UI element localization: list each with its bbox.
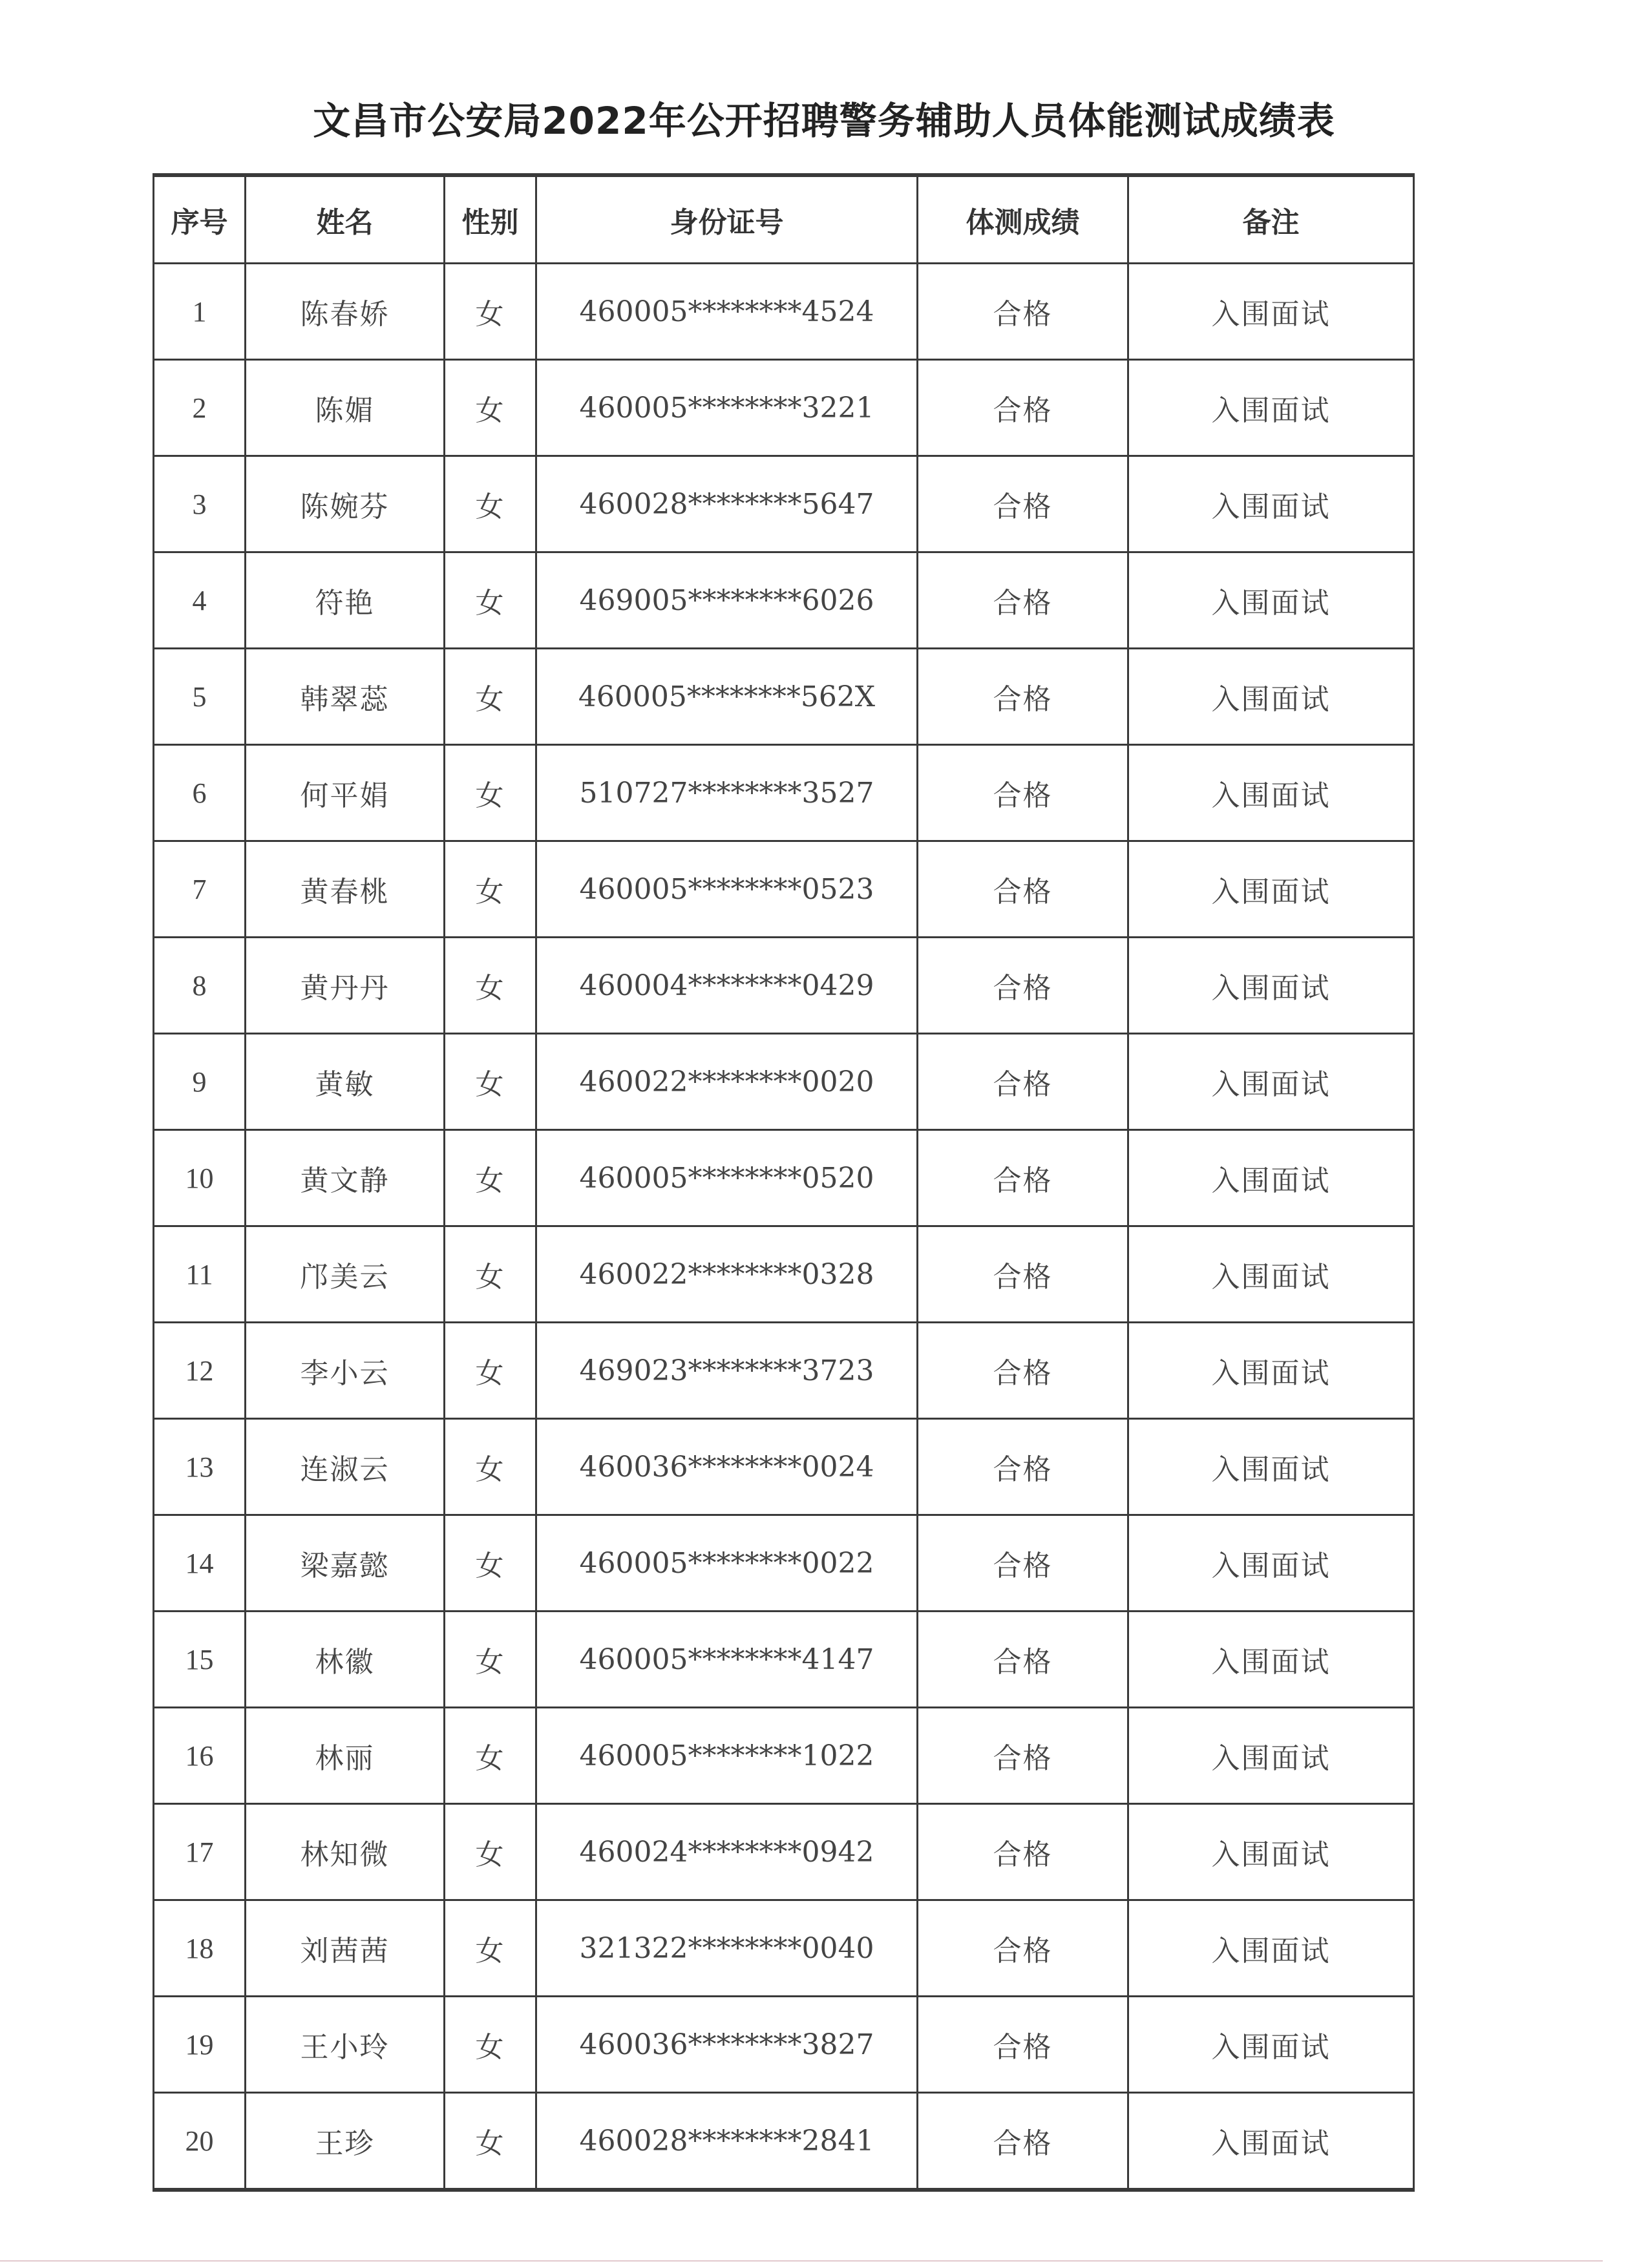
cell-remark: 入围面试 [1128,360,1414,456]
cell-id-number: 510727********3527 [536,745,918,841]
table-row [154,1515,1414,1612]
cell-gender: 女 [445,745,536,841]
cell-id-number: 321322********0040 [536,1900,918,1997]
table-row [154,456,1414,552]
cell-test-result: 合格 [918,841,1128,938]
cell-name: 林丽 [246,1708,445,1804]
cell-test-result: 合格 [918,1900,1128,1997]
cell-id-number: 460005********4524 [536,264,918,360]
cell-gender: 女 [445,841,536,938]
cell-gender: 女 [445,938,536,1034]
header-id-number: 身份证号 [536,175,918,264]
cell-name: 李小云 [246,1323,445,1419]
cell-name: 黄春桃 [246,841,445,938]
cell-test-result: 合格 [918,1323,1128,1419]
cell-name: 林徽 [246,1612,445,1708]
cell-seq: 10 [154,1130,246,1226]
cell-id-number: 460004********0429 [536,938,918,1034]
cell-gender: 女 [445,1323,536,1419]
cell-id-number: 460005********0022 [536,1515,918,1612]
cell-remark: 入围面试 [1128,552,1414,649]
cell-test-result: 合格 [918,938,1128,1034]
cell-test-result: 合格 [918,456,1128,552]
cell-seq: 20 [154,2093,246,2190]
cell-test-result: 合格 [918,360,1128,456]
cell-seq: 12 [154,1323,246,1419]
cell-name: 黄文静 [246,1130,445,1226]
cell-name: 连淑云 [246,1419,445,1515]
cell-gender: 女 [445,264,536,360]
cell-remark: 入围面试 [1128,1034,1414,1130]
cell-id-number: 460022********0328 [536,1226,918,1323]
table-row [154,1323,1414,1419]
table-row [154,1034,1414,1130]
table-row [154,745,1414,841]
cell-name: 韩翠蕊 [246,649,445,745]
cell-id-number: 460005********562X [536,649,918,745]
cell-id-number: 460005********3221 [536,360,918,456]
table-row [154,1804,1414,1900]
cell-seq: 6 [154,745,246,841]
cell-name: 何平娟 [246,745,445,841]
table-row [154,1226,1414,1323]
cell-test-result: 合格 [918,1419,1128,1515]
table-header-row [154,175,1414,264]
cell-gender: 女 [445,360,536,456]
cell-test-result: 合格 [918,264,1128,360]
cell-id-number: 460022********0020 [536,1034,918,1130]
cell-test-result: 合格 [918,1708,1128,1804]
cell-test-result: 合格 [918,1515,1128,1612]
table-row [154,264,1414,360]
cell-gender: 女 [445,1419,536,1515]
header-name: 姓名 [246,175,445,264]
table-row [154,1708,1414,1804]
cell-remark: 入围面试 [1128,1226,1414,1323]
cell-name: 黄敏 [246,1034,445,1130]
cell-remark: 入围面试 [1128,264,1414,360]
cell-id-number: 460036********3827 [536,1997,918,2093]
cell-name: 陈婉芬 [246,456,445,552]
cell-name: 陈春娇 [246,264,445,360]
header-gender: 性别 [445,175,536,264]
table-row [154,1419,1414,1515]
cell-name: 黄丹丹 [246,938,445,1034]
cell-seq: 9 [154,1034,246,1130]
cell-name: 刘茜茜 [246,1900,445,1997]
table-row [154,1900,1414,1997]
table-row [154,1130,1414,1226]
cell-remark: 入围面试 [1128,1323,1414,1419]
cell-id-number: 460005********1022 [536,1708,918,1804]
cell-test-result: 合格 [918,745,1128,841]
cell-remark: 入围面试 [1128,1804,1414,1900]
cell-gender: 女 [445,1708,536,1804]
table-row [154,649,1414,745]
cell-remark: 入围面试 [1128,1708,1414,1804]
cell-remark: 入围面试 [1128,1997,1414,2093]
cell-id-number: 460028********5647 [536,456,918,552]
cell-seq: 19 [154,1997,246,2093]
cell-gender: 女 [445,1226,536,1323]
cell-gender: 女 [445,1515,536,1612]
page-edge-line [0,2260,1603,2262]
cell-test-result: 合格 [918,552,1128,649]
cell-gender: 女 [445,1804,536,1900]
cell-seq: 14 [154,1515,246,1612]
cell-seq: 4 [154,552,246,649]
table-row [154,1997,1414,2093]
cell-seq: 16 [154,1708,246,1804]
table-row [154,841,1414,938]
cell-remark: 入围面试 [1128,1130,1414,1226]
cell-id-number: 469005********6026 [536,552,918,649]
cell-name: 王珍 [246,2093,445,2190]
cell-gender: 女 [445,1997,536,2093]
cell-remark: 入围面试 [1128,1515,1414,1612]
table-row [154,1612,1414,1708]
cell-name: 陈媚 [246,360,445,456]
cell-remark: 入围面试 [1128,1612,1414,1708]
cell-id-number: 460005********4147 [536,1612,918,1708]
cell-gender: 女 [445,456,536,552]
cell-name: 梁嘉懿 [246,1515,445,1612]
cell-seq: 8 [154,938,246,1034]
cell-id-number: 460036********0024 [536,1419,918,1515]
header-remark: 备注 [1128,175,1414,264]
cell-gender: 女 [445,1034,536,1130]
cell-id-number: 460024********0942 [536,1804,918,1900]
table-row [154,938,1414,1034]
table-row [154,552,1414,649]
cell-seq: 15 [154,1612,246,1708]
cell-gender: 女 [445,1130,536,1226]
cell-remark: 入围面试 [1128,649,1414,745]
cell-test-result: 合格 [918,1226,1128,1323]
cell-seq: 2 [154,360,246,456]
table-row [154,2093,1414,2190]
cell-seq: 3 [154,456,246,552]
cell-remark: 入围面试 [1128,1900,1414,1997]
cell-test-result: 合格 [918,1804,1128,1900]
cell-name: 邝美云 [246,1226,445,1323]
cell-gender: 女 [445,649,536,745]
cell-seq: 17 [154,1804,246,1900]
cell-test-result: 合格 [918,1034,1128,1130]
cell-seq: 18 [154,1900,246,1997]
cell-id-number: 460005********0520 [536,1130,918,1226]
cell-name: 王小玲 [246,1997,445,2093]
cell-gender: 女 [445,2093,536,2190]
cell-remark: 入围面试 [1128,745,1414,841]
cell-test-result: 合格 [918,2093,1128,2190]
cell-test-result: 合格 [918,1612,1128,1708]
cell-id-number: 460028********2841 [536,2093,918,2190]
cell-id-number: 469023********3723 [536,1323,918,1419]
cell-remark: 入围面试 [1128,841,1414,938]
cell-seq: 13 [154,1419,246,1515]
results-table [153,173,1415,2192]
table-row [154,360,1414,456]
cell-remark: 入围面试 [1128,938,1414,1034]
cell-seq: 1 [154,264,246,360]
cell-seq: 11 [154,1226,246,1323]
cell-seq: 7 [154,841,246,938]
cell-name: 林知微 [246,1804,445,1900]
header-seq: 序号 [154,175,246,264]
cell-gender: 女 [445,1612,536,1708]
cell-remark: 入围面试 [1128,456,1414,552]
document-title: 文昌市公安局2022年公开招聘警务辅助人员体能测试成绩表 [313,99,1335,143]
header-test-result: 体测成绩 [918,175,1128,264]
cell-test-result: 合格 [918,1130,1128,1226]
cell-gender: 女 [445,552,536,649]
cell-test-result: 合格 [918,649,1128,745]
cell-id-number: 460005********0523 [536,841,918,938]
cell-test-result: 合格 [918,1997,1128,2093]
cell-gender: 女 [445,1900,536,1997]
cell-seq: 5 [154,649,246,745]
cell-remark: 入围面试 [1128,2093,1414,2190]
cell-name: 符艳 [246,552,445,649]
cell-remark: 入围面试 [1128,1419,1414,1515]
